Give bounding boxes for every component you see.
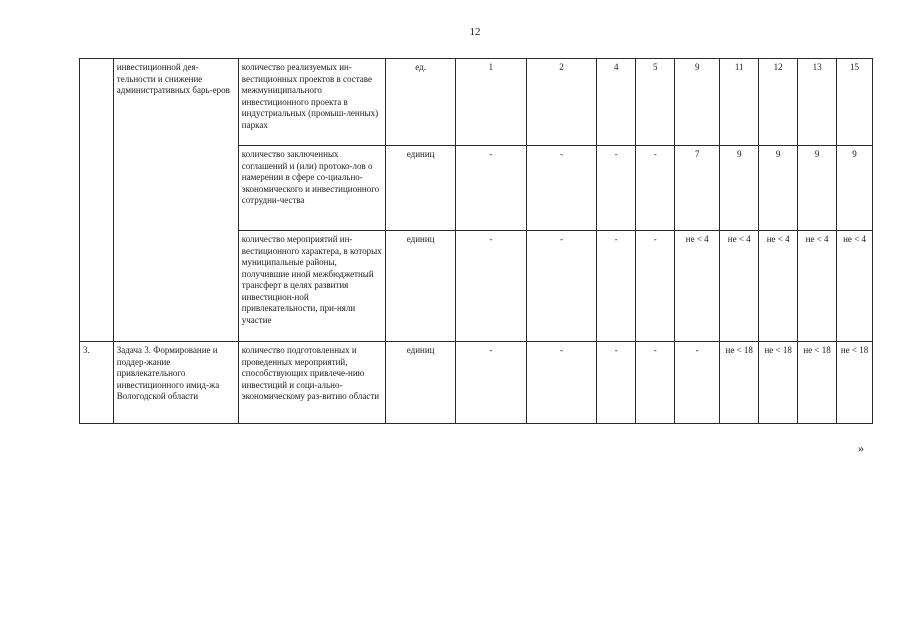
value-cell: -: [597, 231, 636, 342]
value-cell: не < 4: [798, 231, 837, 342]
value-cell: -: [455, 231, 526, 342]
value-cell: не < 4: [759, 231, 798, 342]
value-cell: 5: [636, 59, 675, 146]
value-cell: 9: [720, 146, 759, 231]
value-cell: 9: [798, 146, 837, 231]
row-number-cell: [80, 59, 114, 342]
value-cell: 9: [675, 59, 720, 146]
table-row: [80, 59, 873, 146]
closing-quote-mark: »: [858, 441, 864, 455]
unit-cell: единиц: [386, 342, 456, 424]
value-cell: не < 4: [837, 231, 873, 342]
value-cell: 4: [597, 59, 636, 146]
value-cell: 15: [837, 59, 873, 146]
unit-cell: единиц: [386, 146, 456, 231]
value-cell: -: [597, 342, 636, 424]
indicator-cell: количество реализуемых ин-вестиционных проектов в составе межмуниципального инвестиционного проекта в индустриальных (промыш-ленных) парках: [238, 59, 386, 146]
value-cell: -: [526, 342, 597, 424]
value-cell: не < 18: [798, 342, 837, 424]
value-cell: 9: [759, 146, 798, 231]
indicator-cell: количество мероприятий ин-вестиционного характера, в которых муниципальные районы, получившие иной межбюджетный трансферт в целях развития инвестицион-ной привлекательности, при-няли участие: [238, 231, 386, 342]
page-number: 12: [469, 26, 481, 38]
value-cell: не < 18: [759, 342, 798, 424]
value-cell: не < 18: [720, 342, 759, 424]
value-cell: -: [597, 146, 636, 231]
value-cell: 2: [526, 59, 597, 146]
value-cell: -: [455, 342, 526, 424]
unit-cell: ед.: [386, 59, 456, 146]
row-number-cell: 3.: [80, 342, 114, 424]
task-cell: инвестиционной дея-тельности и снижение административных барь-еров: [113, 59, 238, 342]
indicators-table: [79, 58, 873, 424]
value-cell: -: [526, 231, 597, 342]
indicator-cell: количество подготовленных и проведенных мероприятий, способствующих привлече-нию инвестиций и соци-ально-экономическому раз-витию области: [238, 342, 386, 424]
value-cell: -: [675, 342, 720, 424]
value-cell: 9: [837, 146, 873, 231]
task-cell: Задача 3. Формирование и поддер-жание привлекательного инвестиционного имид-жа Вологодской области: [113, 342, 238, 424]
value-cell: не < 4: [675, 231, 720, 342]
value-cell: 11: [720, 59, 759, 146]
value-cell: 13: [798, 59, 837, 146]
value-cell: -: [636, 146, 675, 231]
value-cell: 1: [455, 59, 526, 146]
value-cell: 7: [675, 146, 720, 231]
unit-cell: единиц: [386, 231, 456, 342]
value-cell: не < 4: [720, 231, 759, 342]
table-row: [80, 342, 873, 424]
value-cell: -: [526, 146, 597, 231]
value-cell: не < 18: [837, 342, 873, 424]
value-cell: 12: [759, 59, 798, 146]
indicator-cell: количество заключенных соглашений и (или) протоко-лов о намерении в сфере со-циально-экономического и инвестиционного сотрудни-чества: [238, 146, 386, 231]
value-cell: -: [636, 231, 675, 342]
value-cell: -: [455, 146, 526, 231]
value-cell: -: [636, 342, 675, 424]
